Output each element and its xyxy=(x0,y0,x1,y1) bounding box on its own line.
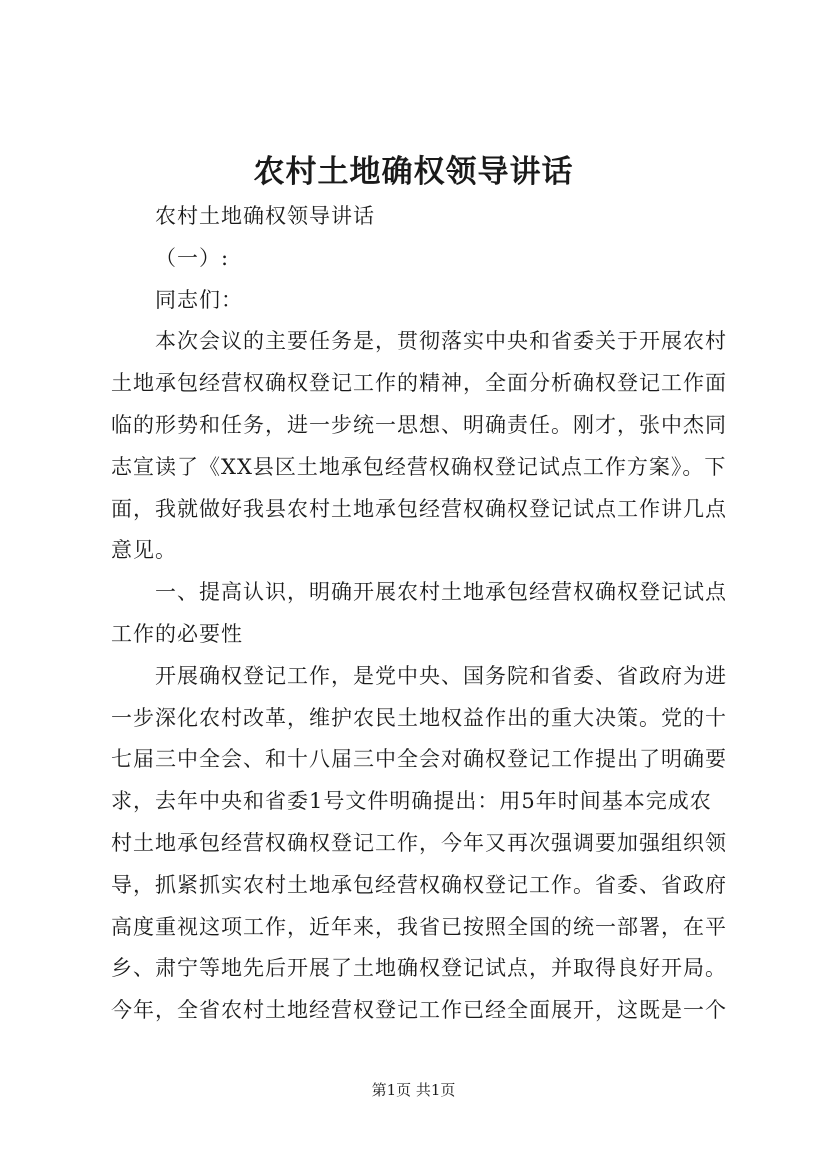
subtitle-line: 农村土地确权领导讲话 xyxy=(155,204,375,228)
paragraph-line: 志宣读了《XX县区土地承包经营权确权登记试点工作方案》。下 xyxy=(111,454,727,479)
paragraph-line: 临的形势和任务，进一步统一思想、明确责任。刚才，张中杰同 xyxy=(111,412,727,437)
paragraph-line: 一步深化农村改革，维护农民土地权益作出的重大决策。党的十 xyxy=(111,705,727,730)
paragraph-line: 开展确权登记工作，是党中央、国务院和省委、省政府为进 xyxy=(155,663,727,688)
paragraph-line: 高度重视这项工作，近年来，我省已按照全国的统一部署，在平 xyxy=(111,914,727,939)
section-heading-line: 工作的必要性 xyxy=(111,621,243,646)
section-marker: （一）: xyxy=(155,245,230,270)
section-heading-line: 一、提高认识，明确开展农村土地承包经营权确权登记试点 xyxy=(155,580,727,605)
paragraph-line: 本次会议的主要任务是，贯彻落实中央和省委关于开展农村 xyxy=(155,329,727,354)
paragraph-line: 七届三中全会、和十八届三中全会对确权登记工作提出了明确要 xyxy=(111,747,727,772)
paragraph-line: 乡、肃宁等地先后开展了土地确权登记试点，并取得良好开局。 xyxy=(111,956,727,981)
document-body xyxy=(111,196,727,1032)
document-title: 农村土地确权领导讲话 xyxy=(253,154,574,190)
paragraph-line: 今年，全省农村土地经营权登记工作已经全面展开，这既是一个 xyxy=(111,998,727,1023)
paragraph-line: 土地承包经营权确权登记工作的精神，全面分析确权登记工作面 xyxy=(111,371,727,396)
paragraph-line: 意见。 xyxy=(111,538,177,563)
page-footer: 第1页 共1页 xyxy=(371,1081,456,1099)
paragraph-line: 求，去年中央和省委1号文件明确提出：用5年时间基本完成农 xyxy=(111,789,712,814)
salutation: 同志们： xyxy=(155,287,243,312)
paragraph-line: 面，我就做好我县农村土地承包经营权确权登记试点工作讲几点 xyxy=(111,496,727,521)
paragraph-line: 导，抓紧抓实农村土地承包经营权确权登记工作。省委、省政府 xyxy=(111,872,727,897)
paragraph-line: 村土地承包经营权确权登记工作，今年又再次强调要加强组织领 xyxy=(111,830,727,855)
